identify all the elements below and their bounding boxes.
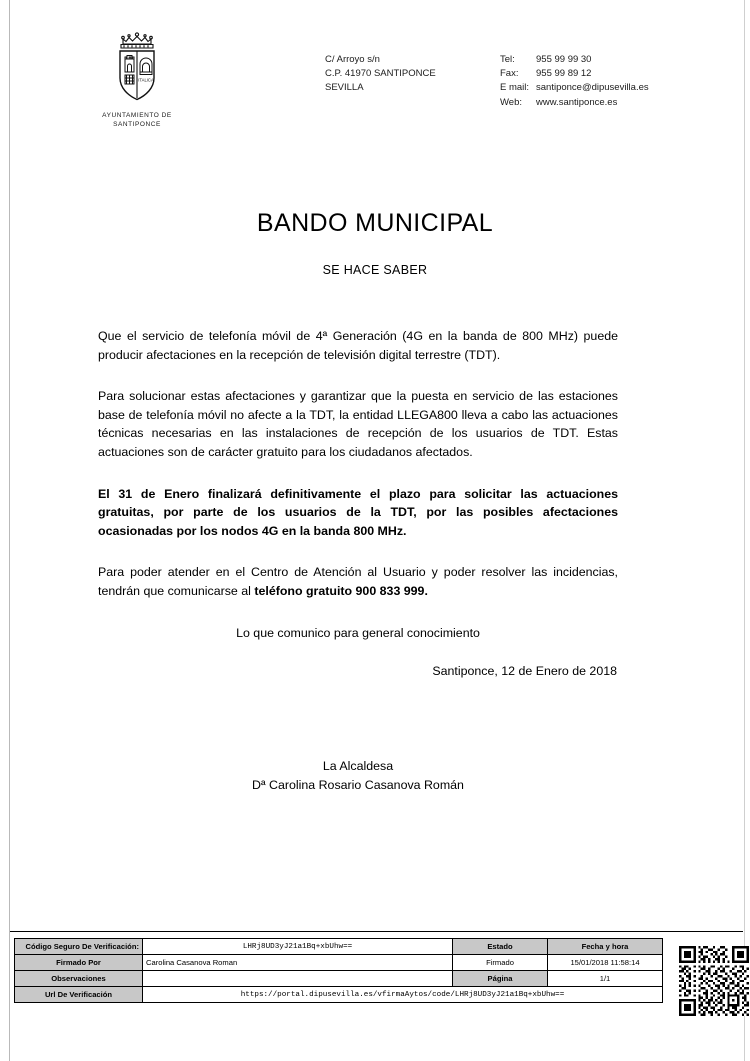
table-row — [15, 939, 663, 955]
qr-code-icon[interactable] — [679, 946, 749, 1016]
web-value: www.santiponce.es — [536, 96, 618, 108]
page-label: Página — [453, 971, 548, 987]
email-value: santiponce@dipusevilla.es — [536, 82, 649, 94]
address-block — [325, 53, 436, 96]
paragraph-2: Para solucionar estas afectaciones y garantizar que la puesta en servicio de las estaciones base de telefonía móvil no afecte a la TDT, la entidad LLEGA800 lleva a cabo las actuaciones técnicas necesarias en las instalaciones de recepción de los usuarios de TDT. Estas actuaciones son de carácter gratuito para los ciudadanos afectados. — [98, 389, 618, 459]
datetime-label: Fecha y hora — [548, 939, 663, 955]
url-value[interactable]: https://portal.dipusevilla.es/vfirmaAytos/code/LHRj8UD3yJ21a1Bq+xbUhw== — [143, 987, 663, 1003]
observations-label: Observaciones — [15, 971, 143, 987]
url-label: Url De Verificación — [15, 987, 143, 1003]
footer-divider — [10, 931, 743, 932]
signed-by-value: Carolina Casanova Roman — [143, 955, 453, 971]
telephone-value: 955 99 99 30 — [536, 54, 592, 65]
page-value: 1/1 — [548, 971, 663, 987]
telephone-label: Tel: — [500, 54, 515, 65]
signature-role: La Alcaldesa — [322, 759, 394, 774]
contact-telephone — [500, 53, 649, 67]
page-left-border — [9, 0, 10, 1061]
date-line: Santiponce, 12 de Enero de 2018 — [432, 664, 617, 679]
fax-value: 955 99 89 12 — [536, 68, 592, 80]
signed-by-label: Firmado Por — [15, 955, 143, 971]
state-value: Firmado — [453, 955, 548, 971]
qr-code-container[interactable] — [674, 938, 750, 1024]
web-label: Web: — [500, 96, 523, 108]
free-phone-highlight: teléfono gratuito 900 833 999. — [254, 583, 428, 598]
csv-value: LHRj8UD3yJ21a1Bq+xbUhw== — [143, 939, 453, 955]
paragraph-3-deadline: El 31 de Enero finalizará definitivamente el plazo para solicitar las actuaciones gratuitas, por parte de los usuarios de la TDT, por las posibles afectaciones ocasionadas por los nodos 4G en la banda 800 MHz. — [98, 486, 618, 538]
table-row — [15, 971, 663, 987]
page-right-border — [744, 0, 745, 1061]
crest-caption — [72, 111, 202, 129]
closing-line: Lo que comunico para general conocimiento — [236, 625, 480, 640]
fax-label: Fax: — [500, 68, 519, 80]
paragraph-4-contact — [98, 563, 618, 600]
datetime-value: 15/01/2018 11:58:14 — [548, 955, 663, 971]
document-body — [98, 327, 618, 794]
paragraph-1: Que el servicio de telefonía móvil de 4ª Generación (4G en la banda de 800 MHz) puede producir afectaciones en la recepción de televisión digital terrestre (TDT). — [98, 329, 618, 362]
contact-email — [500, 81, 649, 95]
page-subtitle: SE HACE SABER — [322, 263, 428, 277]
paragraph-4-text: Para poder atender en el Centro de Atención al Usuario y poder resolver las incidencias, tendrán que comunicarse al — [98, 565, 618, 598]
crest-caption-line1: AYUNTAMIENTO DE — [102, 112, 172, 119]
signature-block — [98, 757, 618, 794]
crest-caption-line2: SANTIPONCE — [113, 121, 161, 128]
table-row — [15, 987, 663, 1003]
contact-web — [500, 96, 649, 110]
page-title: BANDO MUNICIPAL — [256, 209, 494, 237]
table-row — [15, 955, 663, 971]
state-label: Estado — [453, 939, 548, 955]
signature-name: Dª Carolina Rosario Casanova Román — [252, 777, 464, 792]
csv-label: Código Seguro De Verificación: — [15, 939, 143, 955]
contact-fax — [500, 67, 649, 81]
coat-of-arms-icon — [105, 28, 169, 106]
svg-text:ITALICA: ITALICA — [138, 77, 154, 83]
address-line-2: C.P. 41970 SANTIPONCE — [325, 68, 436, 80]
municipal-crest-block — [72, 28, 202, 129]
email-label: E mail: — [500, 82, 530, 94]
verification-footer — [14, 938, 742, 1026]
letterhead — [0, 28, 750, 148]
address-line-3: SEVILLA — [325, 82, 364, 94]
verification-table — [14, 938, 663, 1003]
address-line-1: C/ Arroyo s/n — [325, 54, 380, 65]
contact-block — [500, 53, 649, 110]
observations-value — [143, 971, 453, 987]
